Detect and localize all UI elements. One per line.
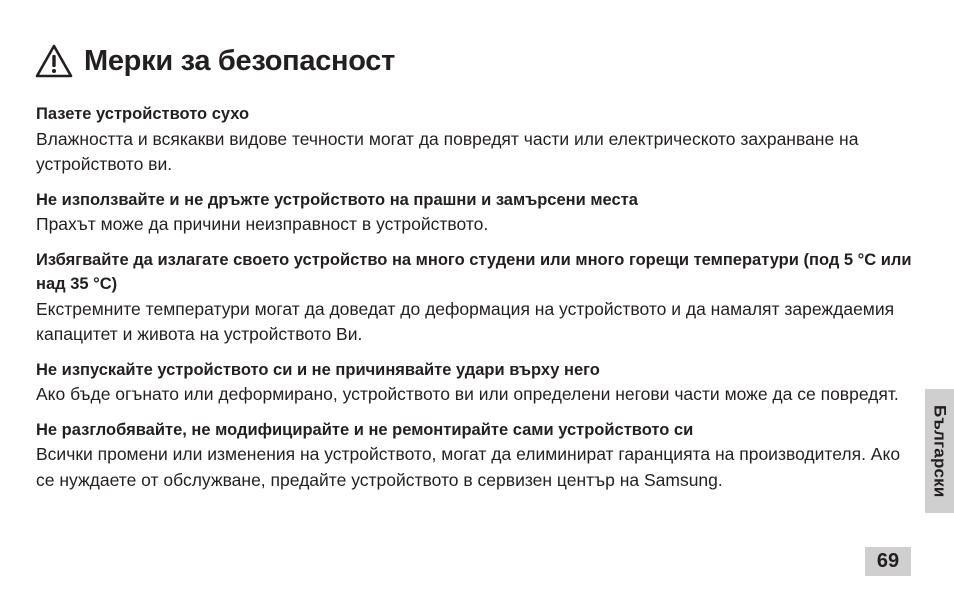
safety-section <box>36 358 914 408</box>
section-body: Всички промени или изменения на устройството, могат да елиминират гаранцията на производителя. Ако се нуждаете от обслужване, предайте устройството в сервизен център на Samsung. <box>36 444 901 490</box>
section-heading: Не изпускайте устройството си и не причинявайте удари върху него <box>36 360 600 379</box>
section-body: Прахът може да причини неизправност в устройството. <box>36 214 489 234</box>
safety-section <box>36 248 914 348</box>
section-heading: Избягвайте да излагате своето устройство на много студени или много горещи температури (под 5 °C или над 35 °C) <box>36 250 912 293</box>
section-body: Ако бъде огънато или деформирано, устройството ви или определени негови части може да се повредят. <box>36 384 899 404</box>
section-body: Влажността и всякакви видове течности могат да повредят части или електрическото захранване на устройството ви. <box>36 128 859 174</box>
safety-section <box>36 102 914 178</box>
page-number: 69 <box>865 547 911 576</box>
warning-triangle-icon <box>34 43 74 79</box>
section-heading: Не разглобявайте, не модифицирайте и не ремонтирайте сами устройството си <box>36 420 694 439</box>
safety-content <box>36 102 914 503</box>
section-heading: Пазете устройството сухо <box>36 105 250 123</box>
language-side-tab <box>925 389 954 513</box>
language-tab-label: Български <box>930 404 950 498</box>
section-body: Екстремните температури могат да доведат до деформация на устройството и да намалят зареждаемия капацитет и живота на устройството Ви. <box>36 298 895 344</box>
page-header <box>34 40 395 82</box>
section-heading: Не използвайте и не дръжте устройството на прашни и замърсени места <box>36 190 638 209</box>
safety-section <box>36 418 914 494</box>
safety-section <box>36 188 914 238</box>
page-title: Мерки за безопасност <box>84 44 396 77</box>
